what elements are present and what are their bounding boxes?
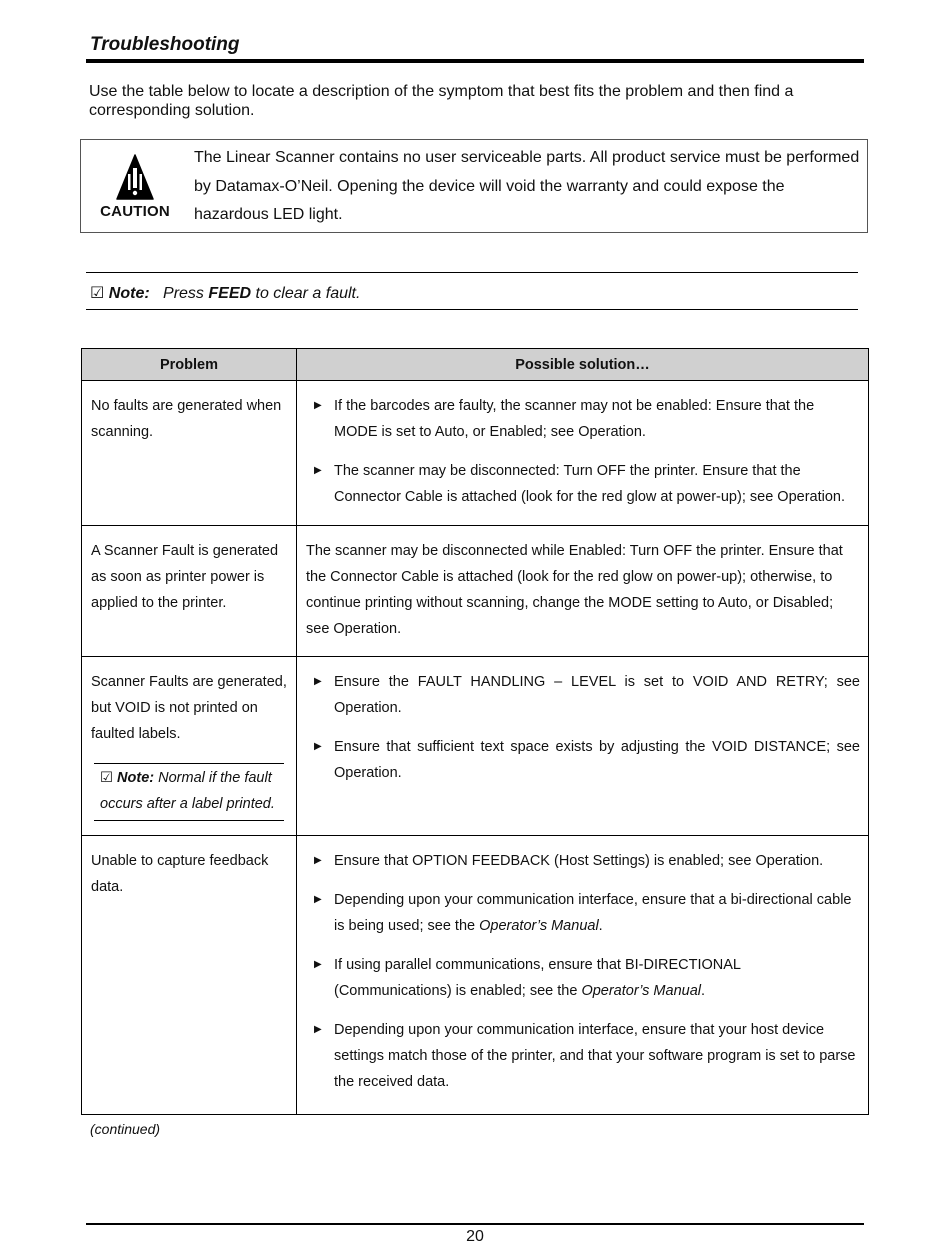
list-item	[306, 734, 860, 786]
bullet-arrow-icon: ▶	[314, 1024, 322, 1035]
table-row	[82, 526, 869, 657]
header-solution: Possible solution…	[297, 349, 869, 381]
problem-cell: Unable to capture feedback data.	[82, 836, 297, 1115]
solution-text-end: .	[701, 983, 706, 999]
list-item	[306, 458, 860, 510]
problem-text: Scanner Faults are generated, but VOID is not printed on faulted labels.	[91, 674, 287, 742]
caution-text: The Linear Scanner contains no user serviceable parts. All product service must be performed by Datamax-O’Neil. Opening the device will void the warranty and could expose the hazardous LED light.	[194, 149, 860, 223]
table-row	[82, 836, 869, 1115]
list-item	[306, 952, 860, 1004]
solution-text: Ensure that OPTION FEEDBACK (Host Settings) is enabled; see Operation.	[334, 853, 824, 869]
problem-cell: No faults are generated when scanning.	[82, 381, 297, 526]
solution-text: If using parallel communications, ensure that BI-DIRECTIONAL (Communications) is enabled; see the	[334, 957, 741, 999]
header-problem: Problem	[82, 349, 297, 381]
list-item	[306, 887, 860, 939]
solution-cell: The scanner may be disconnected while Enabled: Turn OFF the printer. Ensure that the Connector Cable is attached (look for the red glow on power-up); otherwise, to continue printing without scanning, change the MODE setting to Auto, or Disabled; see Operation.	[297, 526, 869, 657]
note-text-bold: FEED	[208, 285, 252, 302]
page-heading: Troubleshooting	[90, 34, 240, 55]
solution-cell	[297, 836, 869, 1115]
solution-text: Ensure the FAULT HANDLING – LEVEL is set to VOID AND RETRY; see Operation.	[334, 674, 860, 716]
bullet-arrow-icon: ▶	[314, 855, 322, 866]
problem-cell: A Scanner Fault is generated as soon as printer power is applied to the printer.	[82, 526, 297, 657]
manual-reference: Operator’s Manual	[479, 918, 599, 934]
list-item	[306, 393, 860, 445]
cell-note-text: Normal if the fault occurs after a label printed.	[100, 770, 275, 812]
checkbox-icon: ☑	[90, 285, 105, 302]
manual-reference: Operator’s Manual	[581, 983, 701, 999]
note-text-post: to clear a fault.	[251, 285, 361, 302]
solution-text: Ensure that sufficient text space exists by adjusting the VOID DISTANCE; see Operation.	[334, 739, 860, 781]
checkbox-icon: ☑	[100, 770, 113, 786]
solution-cell	[297, 381, 869, 526]
note-text-pre: Press	[163, 285, 209, 302]
continued-label: (continued)	[90, 1121, 161, 1137]
solution-text: The scanner may be disconnected: Turn OFF the printer. Ensure that the Connector Cable is attached (look for the red glow at power-up); see Operation.	[334, 463, 845, 505]
bullet-arrow-icon: ▶	[314, 741, 322, 752]
note-content	[90, 283, 360, 303]
table-row	[82, 381, 869, 526]
page-number: 20	[466, 1228, 484, 1245]
caution-box	[80, 139, 868, 233]
solution-cell	[297, 657, 869, 836]
caution-label: CAUTION	[100, 203, 170, 220]
solution-list	[306, 393, 860, 510]
troubleshooting-table	[81, 348, 869, 1115]
list-item	[306, 669, 860, 721]
list-item	[306, 1017, 860, 1095]
problem-cell	[82, 657, 297, 836]
bullet-arrow-icon: ▶	[314, 894, 322, 905]
bullet-arrow-icon: ▶	[314, 400, 322, 411]
solution-list	[306, 848, 860, 1095]
table-row	[82, 657, 869, 836]
bullet-arrow-icon: ▶	[314, 959, 322, 970]
solution-text: Depending upon your communication interface, ensure that your host device settings match those of the printer, and that your software program is set to parse the received data.	[334, 1022, 856, 1090]
note-label: Note:	[108, 285, 150, 302]
list-item	[306, 848, 860, 874]
note-bar	[86, 272, 858, 310]
solution-text: If the barcodes are faulty, the scanner may not be enabled: Ensure that the MODE is set to Auto, or Enabled; see Operation.	[334, 398, 815, 440]
cell-note	[94, 763, 284, 821]
heading-rule	[86, 59, 864, 63]
solution-text: Depending upon your communication interface, ensure that a bi-directional cable is being used; see the	[334, 892, 852, 934]
bullet-arrow-icon: ▶	[314, 465, 322, 476]
solution-text-end: .	[598, 918, 603, 934]
bullet-arrow-icon: ▶	[314, 676, 322, 687]
solution-list	[306, 669, 860, 786]
caution-icon	[95, 152, 175, 222]
footer-rule	[86, 1223, 864, 1225]
intro-paragraph: Use the table below to locate a description of the symptom that best fits the problem and then find a corresponding solution.	[89, 83, 794, 119]
table-header-row	[82, 349, 869, 381]
cell-note-label: Note:	[117, 770, 155, 786]
